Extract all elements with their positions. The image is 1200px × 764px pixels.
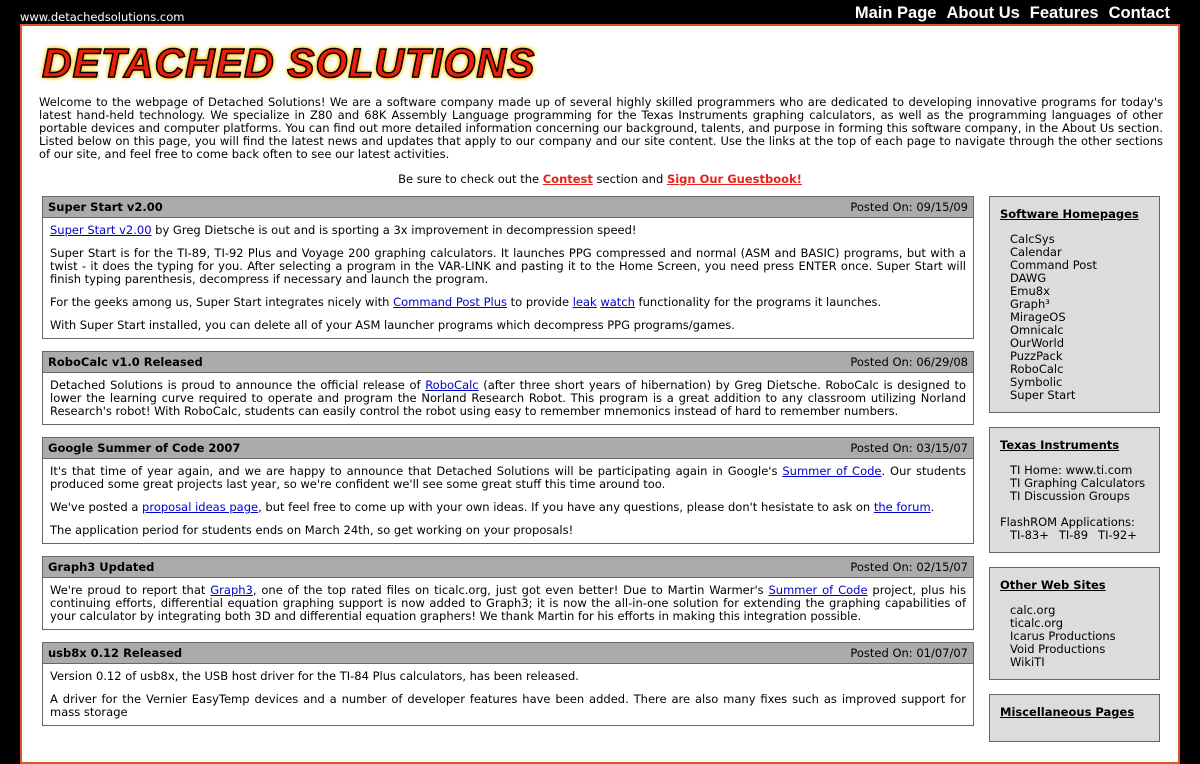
post-header bbox=[43, 557, 973, 578]
other-sites-list bbox=[1000, 604, 1149, 669]
news-post bbox=[42, 437, 974, 544]
post-text: Super Start is for the TI-89, TI-92 Plus and Voyage 200 graphing calculators. It launches PPG compressed and normal (ASM and BASIC) programs, but with a twist - it does the typing for you. After selecting a program in the VAR-LINK and pasting it to the Home Screen, you need press ENTER once. Super Start will finish typing parenthesis, decompress if necessary and launch the program. bbox=[50, 246, 966, 286]
ti-list bbox=[1000, 464, 1149, 503]
site-logo[interactable]: DETACHED SOLUTIONS bbox=[42, 40, 536, 86]
post-text: . Our students produced some great projects last year, so we're confident we'll see some great stuff this time around too. bbox=[50, 464, 966, 491]
miscellaneous-pages-box bbox=[989, 694, 1160, 742]
post-text: A driver for the Vernier EasyTemp devices and a number of developer features have been added. There are also many fixes such as improved support for mass storage bbox=[50, 692, 966, 719]
post-text: , one of the top rated files on ticalc.org, just got even better! Due to Martin Warmer's bbox=[252, 583, 769, 597]
post-text: to provide bbox=[506, 295, 573, 309]
flashrom-link[interactable]: TI-83+ bbox=[1010, 528, 1049, 542]
software-link[interactable]: MirageOS bbox=[1010, 310, 1066, 324]
flashrom-link[interactable]: TI-89 bbox=[1058, 528, 1089, 542]
other-web-sites-box bbox=[989, 567, 1160, 680]
post-text: (after three short years of hibernation) by Greg Dietsche. RoboCalc is designed to lower the learning curve required to operate and program the Norland Research Robot. This program is a great addition to any classroom utilizing Norland Research's robot! With RoboCalc, students can easily control the robot using easy to remember mnemonics instead of hard to remember numbers. bbox=[50, 378, 966, 418]
software-link[interactable]: OurWorld bbox=[1010, 336, 1065, 350]
watch-link[interactable]: watch bbox=[600, 295, 635, 309]
nav-about-us[interactable]: About Us bbox=[946, 4, 1020, 22]
ti-link[interactable]: TI Discussion Groups bbox=[1010, 489, 1130, 503]
post-text: functionality for the programs it launches. bbox=[634, 295, 882, 309]
post-header bbox=[43, 438, 973, 459]
ti-link[interactable]: TI Graphing Calculators bbox=[1010, 476, 1146, 490]
software-link[interactable]: Super Start bbox=[1010, 388, 1076, 402]
post-text: For the geeks among us, Super Start integrates nicely with bbox=[50, 295, 394, 309]
post-body bbox=[43, 578, 973, 629]
post-date: Posted On: 06/29/08 bbox=[850, 355, 968, 369]
software-link[interactable]: Command Post bbox=[1010, 258, 1097, 272]
contest-link[interactable]: Contest bbox=[542, 172, 593, 186]
super-start-link[interactable]: Super Start v2.00 bbox=[50, 223, 152, 237]
post-header bbox=[43, 352, 973, 373]
site-url: www.detachedsolutions.com bbox=[20, 10, 185, 24]
summer-of-code-link[interactable]: Summer of Code bbox=[768, 583, 868, 597]
nav-main-page[interactable]: Main Page bbox=[854, 4, 937, 22]
news-post bbox=[42, 351, 974, 425]
texas-instruments-title[interactable]: Texas Instruments bbox=[1000, 438, 1120, 452]
nav-features[interactable]: Features bbox=[1029, 4, 1099, 22]
top-navigation bbox=[855, 4, 1170, 23]
post-text: project, plus his continuing efforts, differential equation graphing support is now added to Graph3; it is now the all-in-one solution for extending the graphing capabilities of your calculator by integrating both 3D and differential equation graphers! We thank Martin for his efforts in making this integration possible. bbox=[50, 583, 966, 623]
post-body bbox=[43, 373, 973, 424]
post-text: The application period for students ends on March 24th, so get working on your proposals! bbox=[50, 523, 574, 537]
post-text: Version 0.12 of usb8x, the USB host driver for the TI-84 Plus calculators, has been released. bbox=[50, 669, 579, 683]
post-date: Posted On: 02/15/07 bbox=[850, 560, 968, 574]
post-text: , but feel free to come up with your own ideas. If you have any questions, please don't hesistate to ask on bbox=[258, 500, 874, 514]
flashrom-label: FlashROM Applications: bbox=[1000, 515, 1135, 529]
post-body bbox=[43, 664, 973, 725]
post-title: RoboCalc v1.0 Released bbox=[48, 355, 203, 369]
graph3-link[interactable]: Graph3 bbox=[210, 583, 253, 597]
post-text: We're proud to report that bbox=[50, 583, 211, 597]
post-text: With Super Start installed, you can delete all of your ASM launcher programs which decompress PPG programs/games. bbox=[50, 318, 735, 332]
software-link[interactable]: CalcSys bbox=[1010, 232, 1055, 246]
post-title: Graph3 Updated bbox=[48, 560, 155, 574]
sidebar bbox=[989, 196, 1160, 756]
post-title: Google Summer of Code 2007 bbox=[48, 441, 241, 455]
software-link[interactable]: PuzzPack bbox=[1010, 349, 1063, 363]
post-text: Detached Solutions is proud to announce the official release of bbox=[50, 378, 426, 392]
post-text: by Greg Dietsche is out and is sporting a 3x improvement in decompression speed! bbox=[151, 223, 637, 237]
post-body bbox=[43, 459, 973, 543]
software-link[interactable]: Calendar bbox=[1010, 245, 1062, 259]
post-title: usb8x 0.12 Released bbox=[48, 646, 183, 660]
software-link[interactable]: Omnicalc bbox=[1010, 323, 1064, 337]
software-link[interactable]: RoboCalc bbox=[1010, 362, 1064, 376]
news-post bbox=[42, 642, 974, 726]
flashrom-links bbox=[1000, 529, 1149, 542]
other-site-link[interactable]: ticalc.org bbox=[1010, 616, 1064, 630]
other-site-link[interactable]: Icarus Productions bbox=[1010, 629, 1116, 643]
software-link[interactable]: Graph³ bbox=[1010, 297, 1050, 311]
post-body bbox=[43, 218, 973, 338]
ti-link[interactable]: TI Home: www.ti.com bbox=[1010, 463, 1133, 477]
post-header bbox=[43, 197, 973, 218]
flashrom-link[interactable]: TI-92+ bbox=[1098, 528, 1137, 542]
post-text: . bbox=[930, 500, 935, 514]
software-link[interactable]: Symbolic bbox=[1010, 375, 1063, 389]
news-posts bbox=[42, 196, 974, 738]
post-date: Posted On: 01/07/07 bbox=[850, 646, 968, 660]
post-text: We've posted a bbox=[50, 500, 143, 514]
forum-link[interactable]: the forum bbox=[873, 500, 931, 514]
page-content bbox=[20, 24, 1180, 764]
other-site-link[interactable]: Void Productions bbox=[1010, 642, 1106, 656]
checkout-prefix: Be sure to check out the bbox=[398, 172, 543, 186]
news-post bbox=[42, 556, 974, 630]
software-link[interactable]: DAWG bbox=[1010, 271, 1047, 285]
intro-paragraph: Welcome to the webpage of Detached Solutions! We are a software company made up of several highly skilled programmers who are dedicated to developing innovative programs for today's latest hand-held technology. We specialize in Z80 and 68K Assembly Language programming for the Texas Instruments graphing calculators, as well as the programming languages of other portable devices and computer platforms. You can find out more detailed information concerning our background, talents, and purpose in forming this software company, in the About Us section. Listed below on this page, you will find the latest news and updates that apply to our company and our site content. Use the links at the top of each page to navigate through the other sections of our site, and feel free to come back often to see our latest activities. bbox=[39, 95, 1163, 161]
miscellaneous-pages-title[interactable]: Miscellaneous Pages bbox=[1000, 705, 1135, 719]
checkout-line bbox=[22, 172, 1178, 186]
other-site-link[interactable]: calc.org bbox=[1010, 603, 1056, 617]
texas-instruments-box bbox=[989, 427, 1160, 553]
command-post-plus-link[interactable]: Command Post Plus bbox=[393, 295, 507, 309]
leak-link[interactable]: leak bbox=[572, 295, 597, 309]
summer-of-code-link[interactable]: Summer of Code bbox=[782, 464, 882, 478]
other-web-sites-title[interactable]: Other Web Sites bbox=[1000, 578, 1106, 592]
robocalc-link[interactable]: RoboCalc bbox=[425, 378, 479, 392]
post-date: Posted On: 03/15/07 bbox=[850, 441, 968, 455]
other-site-link[interactable]: WikiTI bbox=[1010, 655, 1045, 669]
post-text: It's that time of year again, and we are happy to announce that Detached Solutions will be participating again in Google's bbox=[50, 464, 783, 478]
post-header bbox=[43, 643, 973, 664]
software-homepages-box bbox=[989, 196, 1160, 413]
news-post bbox=[42, 196, 974, 339]
software-link[interactable]: Emu8x bbox=[1010, 284, 1050, 298]
software-list bbox=[1000, 233, 1149, 402]
guestbook-link[interactable]: Sign Our Guestbook! bbox=[666, 172, 802, 186]
checkout-middle: section and bbox=[592, 172, 667, 186]
software-homepages-title[interactable]: Software Homepages bbox=[1000, 207, 1139, 221]
post-title: Super Start v2.00 bbox=[48, 200, 163, 214]
post-date: Posted On: 09/15/09 bbox=[850, 200, 968, 214]
proposal-ideas-link[interactable]: proposal ideas page bbox=[142, 500, 259, 514]
nav-contact[interactable]: Contact bbox=[1108, 4, 1170, 22]
